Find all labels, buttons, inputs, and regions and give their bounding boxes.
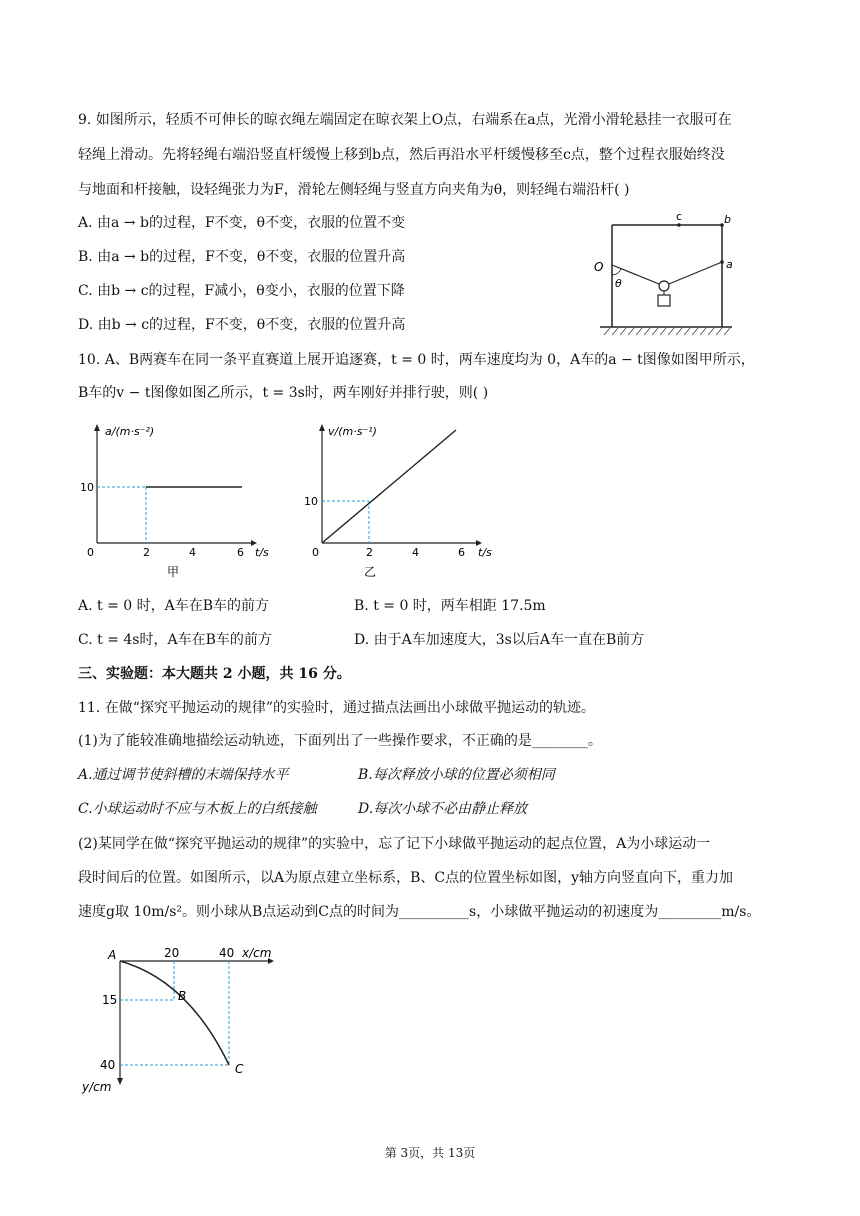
chart-b-xtick-4: 4 [412, 546, 419, 559]
fig9-label-o: O [594, 260, 604, 274]
chart-b-ytick-10: 10 [304, 495, 318, 508]
chart-a-caption: 甲 [167, 565, 180, 579]
fig9-label-c: c [676, 210, 683, 223]
q11-option-c[interactable]: C.小球运动时不应与木板上的白纸接触 [78, 801, 317, 817]
q10-option-b[interactable]: B. t = 0 时，两车相距 17.5m [354, 598, 546, 614]
fig11-ytick-15: 15 [102, 993, 118, 1007]
chart-b-xtick-2: 2 [366, 546, 373, 559]
q11-part2-line3: 速度g取 10m/s²。则小球从B点运动到C点的时间为__________s，小球做平抛运动的初速度为_________m/s。 [78, 904, 761, 920]
chart-a-ylabel: a/(m·s⁻²) [105, 425, 155, 438]
fig11-xtick-20: 20 [164, 946, 180, 960]
chart-a-xtick-2: 2 [143, 546, 150, 559]
v-t-series-line [322, 430, 456, 543]
q10-line2: B车的v − t图像如图乙所示，t = 3s时，两车刚好并排行驶，则( ) [78, 385, 489, 401]
chart-b-ylabel: v/(m·s⁻¹) [328, 425, 377, 438]
chart-a-xtick-6: 6 [237, 546, 244, 559]
chart-b-xtick-6: 6 [458, 546, 465, 559]
q9-line3: 与地面和杆接触，设轻绳张力为F，滑轮左侧轻绳与竖直方向夹角为θ，则轻绳右端沿杆( ) [78, 182, 630, 198]
chart-a-ytick-10: 10 [80, 481, 94, 494]
fig11-label-b: B [178, 989, 187, 1003]
q10-line1: 10. A、B两赛车在同一条平直赛道上展开追逐赛，t = 0 时，两车速度均为 0，A车的a − t图像如图甲所示， [78, 352, 755, 368]
q9-option-a[interactable]: A. 由a → b的过程，F不变，θ不变，衣服的位置不变 [78, 215, 406, 231]
chart-a-xtick-4: 4 [189, 546, 196, 559]
chart-b-caption: 乙 [364, 565, 377, 579]
fig11-label-a: A [108, 948, 117, 962]
fig11-ytick-40: 40 [100, 1058, 116, 1072]
fig11-label-c: C [235, 1062, 244, 1076]
q9-option-c[interactable]: C. 由b → c的过程，F减小，θ变小，衣服的位置下降 [78, 283, 405, 299]
chart-b-xtick-0: 0 [312, 546, 319, 559]
q11-option-a[interactable]: A.通过调节使斜槽的末端保持水平 [78, 767, 289, 783]
fig9-label-a: a [726, 258, 733, 271]
fig11-ylabel: y/cm [82, 1080, 112, 1094]
q9-option-b[interactable]: B. 由a → b的过程，F不变，θ不变，衣服的位置升高 [78, 249, 406, 265]
q9-line2: 轻绳上滑动。先将轻绳右端沿竖直杆缓慢上移到b点，然后再沿水平杆缓慢移至c点，整个过程衣服始终没 [78, 147, 725, 163]
q11-trajectory-figure [78, 945, 298, 1095]
fig9-label-b: b [724, 213, 731, 226]
q11-option-b[interactable]: B.每次释放小球的位置必须相同 [358, 767, 555, 783]
chart-b-xlabel: t/s [478, 546, 492, 559]
q9-clothesline-figure [590, 205, 740, 340]
q11-line1: 11. 在做“探究平抛运动的规律”的实验时，通过描点法画出小球做平抛运动的轨迹。 [78, 700, 596, 716]
q11-part2-line1: (2)某同学在做“探究平抛运动的规律”的实验中，忘了记下小球做平抛运动的起点位置，A为小球运动一 [78, 836, 711, 852]
q10-option-d[interactable]: D. 由于A车加速度大，3s以后A车一直在B前方 [354, 632, 645, 648]
section-heading-experiments: 三、实验题：本大题共 2 小题，共 16 分。 [78, 666, 351, 682]
page-footer: 第 3页，共 13页 [384, 1146, 476, 1160]
fig9-label-theta: θ [615, 277, 622, 290]
fig11-xtick-40: 40 [219, 946, 235, 960]
q11-option-d[interactable]: D.每次小球不必由静止释放 [358, 801, 528, 817]
q10-option-a[interactable]: A. t = 0 时，A车在B车的前方 [78, 598, 270, 614]
q10-option-c[interactable]: C. t = 4s时，A车在B车的前方 [78, 632, 272, 648]
chart-a-xlabel: t/s [255, 546, 269, 559]
q10-chart-a-t [75, 415, 275, 580]
q9-option-d[interactable]: D. 由b → c的过程，F不变，θ不变，衣服的位置升高 [78, 317, 406, 333]
q11-part1: (1)为了能较准确地描绘运动轨迹，下面列出了一些操作要求，不正确的是________。 [78, 733, 602, 749]
q9-line1: 9. 如图所示，轻质不可伸长的晾衣绳左端固定在晾衣架上O点，右端系在a点，光滑小滑轮悬挂一衣服可在 [78, 112, 732, 128]
q11-part2-line2: 段时间后的位置。如图所示，以A为原点建立坐标系，B、C点的位置坐标如图，y轴方向竖直向下，重力加 [78, 870, 734, 886]
fig11-xlabel: x/cm [242, 946, 272, 960]
q10-chart-v-t [298, 415, 508, 580]
chart-a-xtick-0: 0 [87, 546, 94, 559]
